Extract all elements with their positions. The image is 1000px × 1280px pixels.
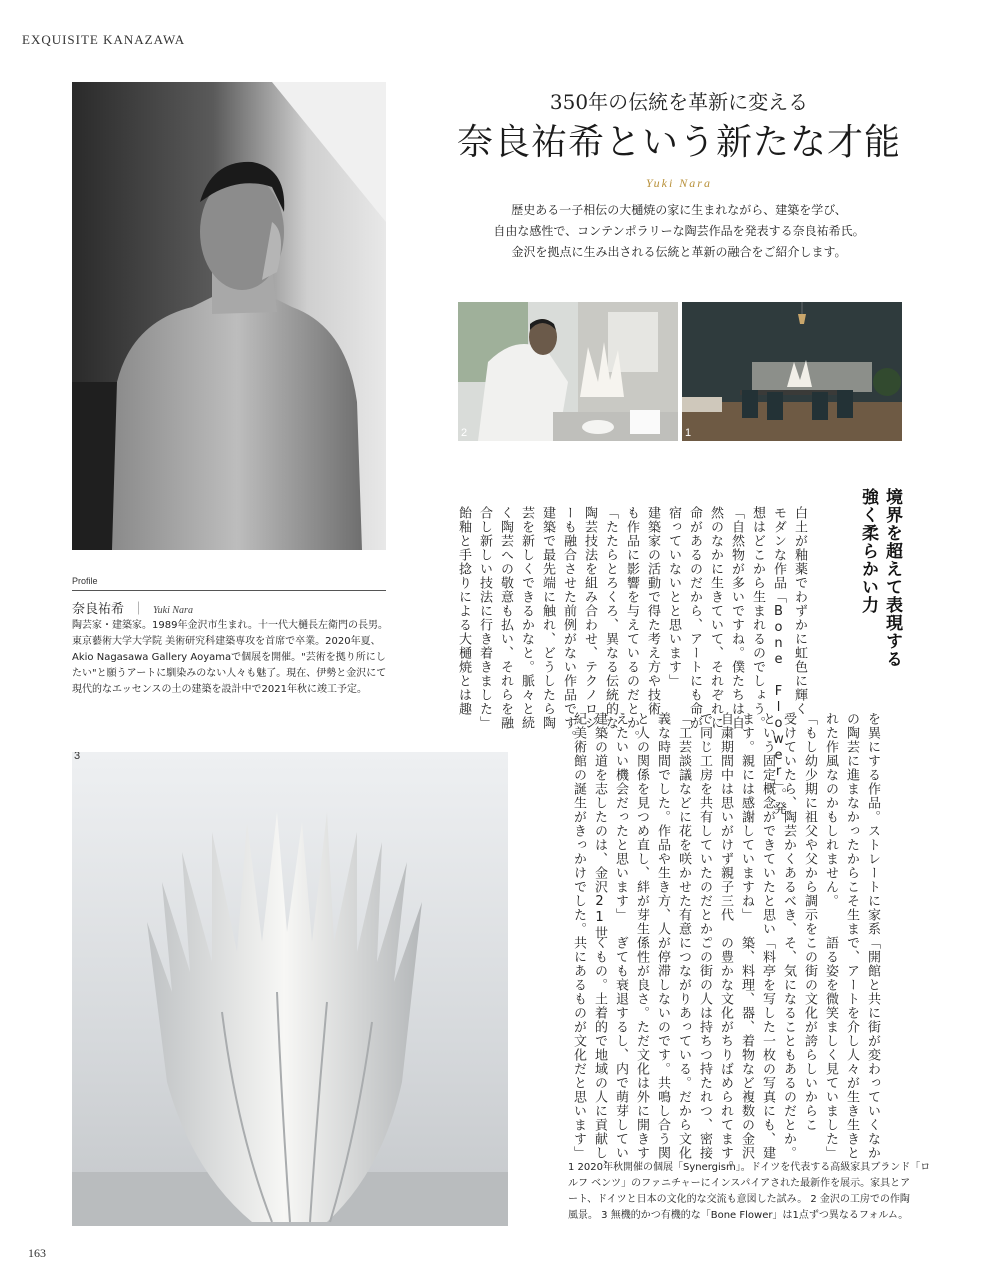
profile-bio [72,618,390,698]
caption-line: 風景。 3 無機的かつ有機的な「Bone Flower」は1点ずつ異なるフォルム。 [568,1210,909,1221]
headline: 奈良祐希という新たな才能 [456,122,901,163]
photo-number: 2 [461,427,468,439]
text-line: 陶芸技法を組み合わせ、テクノロジ [582,506,597,730]
text-line: 係性が良さ。ただ文化は外に開きす [634,936,649,1160]
text-line: 建築家の活動で得た考え方や技術 [645,506,660,716]
caption-line: ルフ ベンツ」のファニチャーにインスパイアされた最新作を展示。家具とア [568,1178,911,1189]
text-line: 受けていたら、陶芸かくあるべき、 [781,712,796,936]
bio-line: 現代的なエッセンスの土の建築を設計中で2021年秋に竣工予定。 [72,684,367,695]
text-line: 宿っていないとと思います」 [666,506,681,688]
bone-flower-photo [72,752,508,1226]
lead-paragraph [456,200,902,263]
photo-number: 1 [685,427,692,439]
text-line: 紀美術館の誕生がきっかけでした。 [571,712,586,936]
text-line: れた作風なのかもしれません。 [823,712,838,908]
portrait-photo [72,82,386,550]
text-line: で同じ工房を共有していたのだとか。 [697,712,712,950]
text-line: 然のなかに生きていて、それぞれに [708,506,723,730]
bio-line: 陶芸家・建築家。1989年金沢市生まれ。十一代大樋長左衛門の長男。 [72,620,389,631]
lead-line: 自由な感性で、コンテンポラリーな陶芸作品を発表する奈良祐希氏。 [493,224,865,238]
article-block-2 [568,712,883,950]
page-number: 163 [28,1246,46,1260]
profile-name [72,598,193,617]
text-line: 建築の道を志したのは、金沢21世 [592,712,607,940]
profile-name-romaji: Yuki Nara [153,605,193,616]
text-line: を異にする作品。ストレートに家系 [865,712,880,936]
heading-line: 境界を超えて表現する [882,488,902,668]
text-line: 合し新しい技法に行き着きました」 [477,506,492,730]
text-line: ます。親には感謝していますね」 [739,712,754,922]
text-line: という固定概念ができていたと思い [760,712,775,936]
text-line: 「開館と共に街が変わっていくなか [865,936,880,1160]
profile-label: Profile [72,576,98,586]
article-heading [856,488,904,668]
bio-line: 東京藝術大学大学院 美術研究科建築専攻を首席で卒業。2020年夏、 [72,636,381,647]
text-line: の豊かな文化がちりばめられてます。 [718,936,733,1174]
text-line: この街の文化が誇らしいからこ [802,936,817,1132]
workshop-photo [458,302,678,441]
text-line: で、アートを介し人々が生き生きと [844,936,859,1160]
heading-line: 強く柔らかい力 [858,488,878,614]
text-line: えたいい機会だったと思います」 [613,712,628,922]
text-line: 語る姿を微笑ましく見ていました」 [823,936,838,1160]
text-line: くもの。土着的で地域の人に貢献し、 [592,936,607,1174]
bio-line: Akio Nagasawa Gallery Aoyamaで個展を開催。"芸術を拠り所にし [72,652,386,663]
text-line: 共にあるものが文化だと思います」 [571,936,586,1160]
text-line: も作品に影響を与えているのだとか。 [624,506,639,744]
profile-divider [72,590,386,591]
exhibition-photo [682,302,902,441]
text-line: の陶芸に進まなかったからこそ生ま [844,712,859,936]
text-line: モダンな作品「Bone Flower」。発 [771,506,786,816]
text-line: 建築で最先端に触れ、どうしたら陶 [540,506,555,730]
photo-number: 3 [74,752,81,762]
text-line: と人の関係を見つめ直し、絆が芽生 [634,712,649,936]
lead-line: 歴史ある一子相伝の大樋焼の家に生まれながら、建築を学び、 [511,203,847,217]
text-line: ーも融合させた前例がない作品です。 [561,506,576,744]
text-line: 「料亭を写した一枚の写真にも、建 [760,936,775,1160]
text-line: ぎても衰退するし、内で萌芽してい [613,936,628,1160]
masthead: EXQUISITE KANAZAWA [22,32,186,47]
romaji-name: Yuki Nara [646,176,712,190]
profile-separator: ｜ [132,602,146,617]
text-line: 「たたらとろくろ、異なる伝統的な [603,506,618,730]
text-line: につながりあっている。だから文化 [676,936,691,1160]
lead-line: 金沢を拠点に生み出される伝統と革新の融合をご紹介します。 [511,245,847,259]
caption-line: ート、ドイツと日本の文化的な交流も意図した試み。 2 金沢の工房での作陶 [568,1194,910,1205]
text-line: が停滞しないのです。共鳴し合う関 [655,936,670,1160]
text-line: 想はどこから生まれるのでしょう。 [750,506,765,730]
caption-line: 1 2020年秋開催の個展「Synergism」。ドイツを代表する高級家具ブランド「ロ [568,1162,931,1173]
text-line: 築、料理、器、着物など複数の金沢 [739,936,754,1160]
profile-name-jp: 奈良祐希 [72,602,125,617]
text-line: 芸を新しくできるかなと。脈々と続 [519,506,534,730]
article-block-3 [568,936,883,1174]
text-line: 「もし幼少期に祖父や父から調示を [802,712,817,936]
text-line: 飴釉と手捻りによる大樋焼とは趣 [456,506,471,716]
text-line: そ、気になることもあるのだとか。 [781,936,796,1160]
photo-caption [568,1160,931,1224]
text-line: 「自然物が多いですね。僕たちは自 [729,506,744,730]
kicker: 350年の伝統を革新に変える [549,90,809,114]
text-line: この街の人は持ちつ持たれつ、密接 [697,936,712,1160]
text-line: く陶芸への敬意も払い、それらを融 [498,506,513,730]
text-line: 「工芸談議などに花を咲かせた有意 [676,712,691,936]
bio-line: たい"と願うアートに馴染みのない人々も魅了。現在、伊勢と金沢にて [72,668,387,679]
text-line: 命があるのだから、アートにも命が [687,506,702,730]
text-line: 自粛期間中は思いがけず親子三代 [718,712,733,922]
text-line: 義な時間でした。作品や生き方、人 [655,712,670,936]
text-line: 白土が釉薬でわずかに虹色に輝く [792,506,807,716]
